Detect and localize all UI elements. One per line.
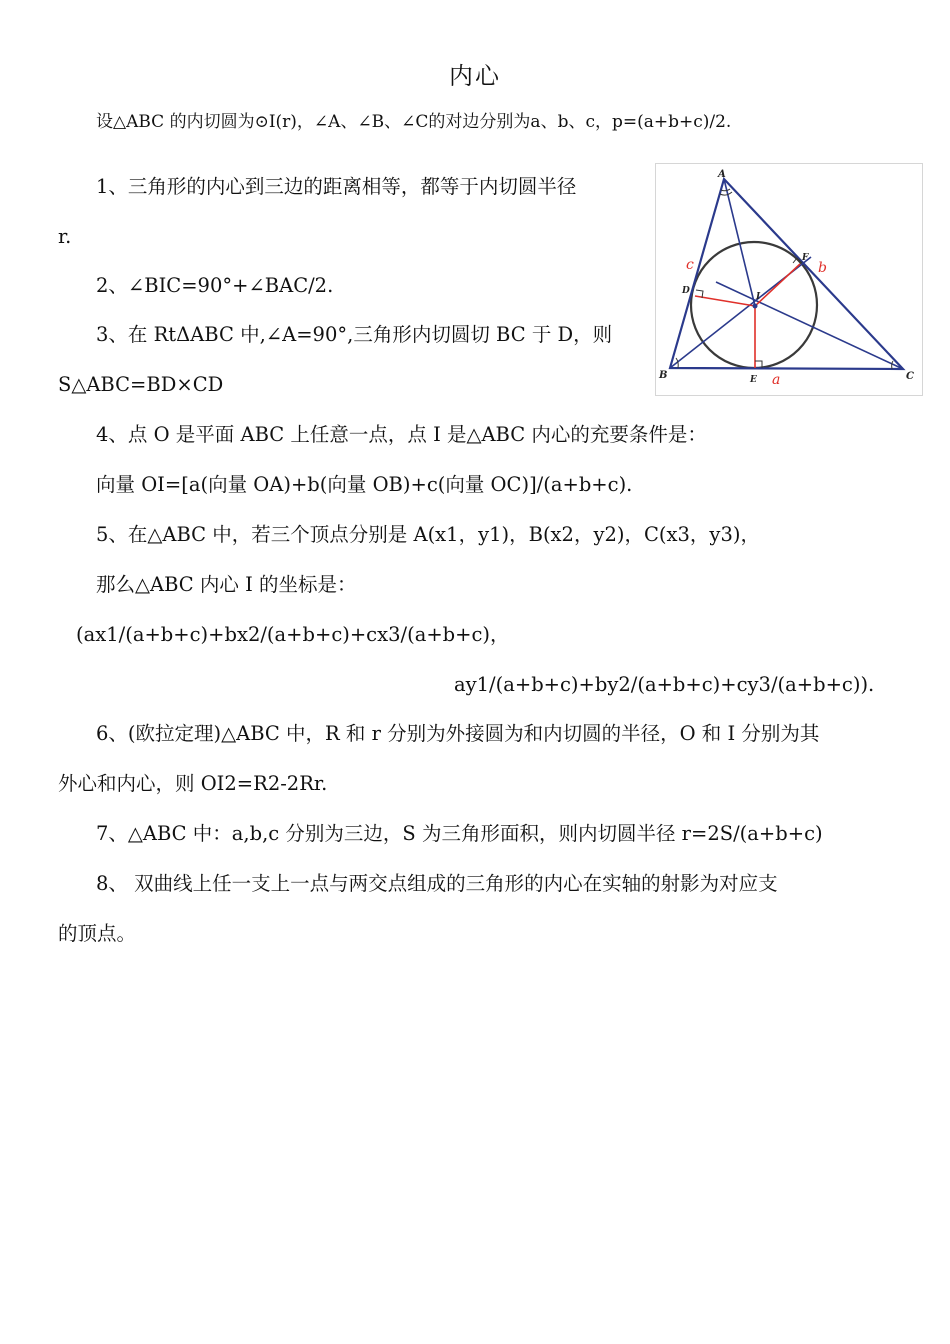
item-3-line-1: 3、在 RtΔABC 中,∠A=90°,三角形内切圆切 BC 于 D，则	[96, 323, 613, 346]
label-c: C	[906, 371, 914, 382]
item-1-line-2: r.	[58, 225, 72, 248]
intro-text: 设△ABC 的内切圆为⊙I(r)，∠A、∠B、∠C的对边分别为a、b、c，p=(a+b+c)/2.	[96, 112, 732, 132]
label-f: F	[802, 253, 809, 263]
label-side-a: a	[772, 372, 781, 388]
incenter-point	[753, 304, 758, 309]
item-5-line-2: 那么△ABC 内心 I 的坐标是：	[96, 573, 357, 596]
label-e: E	[750, 375, 757, 385]
item-1-line-1: 1、三角形的内心到三边的距离相等，都等于内切圆半径	[96, 175, 577, 198]
label-side-b: b	[818, 260, 827, 276]
radius-to-d	[695, 296, 755, 306]
item-7: 7、△ABC 中：a,b,c 分别为三边，S 为三角形面积，则内切圆半径 r=2S/(a+b+c)	[96, 822, 823, 845]
label-side-c: c	[686, 257, 694, 273]
radius-to-f	[755, 264, 800, 306]
item-4-line-2: 向量 OI=[a(向量 OA)+b(向量 OB)+c(向量 OC)]/(a+b+c).	[96, 473, 633, 496]
angle-arc-a-inner	[721, 189, 730, 191]
item-4-line-1: 4、点 O 是平面 ABC 上任意一点，点 I 是△ABC 内心的充要条件是：	[96, 423, 707, 446]
item-5-line-1: 5、在△ABC 中，若三个顶点分别是 A(x1，y1)，B(x2，y2)，C(x3，y3)，	[96, 523, 760, 546]
label-i: I	[756, 292, 761, 302]
incircle-figure	[655, 163, 923, 396]
label-a: A	[718, 169, 726, 180]
page-title: 内心	[449, 62, 501, 90]
item-3-line-2: S△ABC=BD×CD	[58, 373, 224, 396]
item-8-line-1: 8、 双曲线上任一支上一点与两交点组成的三角形的内心在实轴的射影为对应支	[96, 872, 778, 895]
incircle-diagram	[656, 164, 922, 395]
label-b: B	[659, 370, 668, 381]
item-6-line-1: 6、(欧拉定理)△ABC 中，R 和 r 分别为外接圆为和内切圆的半径，O 和 I 分别为其	[96, 722, 820, 745]
item-5-line-4: ay1/(a+b+c)+by2/(a+b+c)+cy3/(a+b+c)).	[454, 673, 875, 696]
item-6-line-2: 外心和内心，则 OI2=R2-2Rr.	[58, 772, 328, 795]
label-d: D	[682, 286, 690, 296]
item-5-line-3: (ax1/(a+b+c)+bx2/(a+b+c)+cx3/(a+b+c)，	[76, 623, 510, 646]
item-2: 2、∠BIC=90°+∠BAC/2.	[96, 274, 334, 297]
angle-arc-a	[720, 192, 732, 195]
item-8-line-2: 的顶点。	[58, 922, 137, 945]
bisector-c	[716, 282, 903, 369]
